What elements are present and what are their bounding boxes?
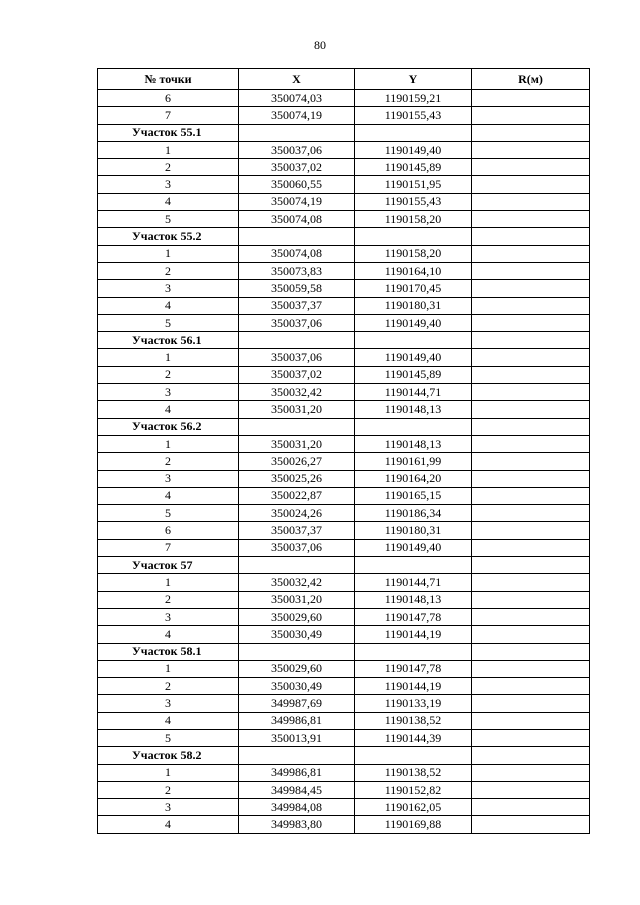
- table-header-row: [98, 69, 590, 90]
- cell-x: 350029,60: [239, 660, 355, 677]
- cell-x: 349986,81: [239, 712, 355, 729]
- empty-cell: [355, 747, 472, 764]
- cell-y: 1190155,43: [355, 193, 472, 210]
- cell-y: 1190162,05: [355, 799, 472, 816]
- cell-point-number: 2: [98, 781, 239, 798]
- section-row: [98, 228, 590, 245]
- cell-x: 350037,37: [239, 297, 355, 314]
- coordinates-table: [97, 68, 590, 834]
- section-title: Участок 55.2: [98, 228, 239, 245]
- cell-y: 1190169,88: [355, 816, 472, 833]
- cell-radius: [472, 90, 590, 107]
- cell-radius: [472, 107, 590, 124]
- cell-y: 1190186,34: [355, 505, 472, 522]
- cell-radius: [472, 453, 590, 470]
- cell-x: 350037,02: [239, 159, 355, 176]
- cell-x: 350029,60: [239, 608, 355, 625]
- cell-radius: [472, 349, 590, 366]
- cell-y: 1190155,43: [355, 107, 472, 124]
- section-title: Участок 58.1: [98, 643, 239, 660]
- header-x: X: [239, 69, 355, 90]
- empty-cell: [472, 228, 590, 245]
- empty-cell: [355, 332, 472, 349]
- section-row: [98, 124, 590, 141]
- table-row: [98, 297, 590, 314]
- cell-point-number: 5: [98, 505, 239, 522]
- cell-point-number: 6: [98, 522, 239, 539]
- section-row: [98, 643, 590, 660]
- cell-x: 349986,81: [239, 764, 355, 781]
- empty-cell: [239, 228, 355, 245]
- empty-cell: [239, 332, 355, 349]
- cell-point-number: 2: [98, 678, 239, 695]
- cell-radius: [472, 435, 590, 452]
- cell-y: 1190165,15: [355, 487, 472, 504]
- cell-y: 1190149,40: [355, 539, 472, 556]
- cell-y: 1190151,95: [355, 176, 472, 193]
- cell-x: 349983,80: [239, 816, 355, 833]
- cell-y: 1190148,13: [355, 435, 472, 452]
- cell-x: 350059,58: [239, 280, 355, 297]
- cell-y: 1190152,82: [355, 781, 472, 798]
- cell-x: 350026,27: [239, 453, 355, 470]
- cell-point-number: 3: [98, 384, 239, 401]
- table-body: [98, 90, 590, 834]
- cell-point-number: 4: [98, 626, 239, 643]
- cell-point-number: 3: [98, 799, 239, 816]
- section-title: Участок 55.1: [98, 124, 239, 141]
- cell-radius: [472, 141, 590, 158]
- cell-y: 1190170,45: [355, 280, 472, 297]
- cell-point-number: 2: [98, 159, 239, 176]
- cell-y: 1190164,10: [355, 262, 472, 279]
- cell-radius: [472, 193, 590, 210]
- cell-point-number: 4: [98, 816, 239, 833]
- cell-point-number: 3: [98, 470, 239, 487]
- cell-point-number: 4: [98, 487, 239, 504]
- table-row: [98, 729, 590, 746]
- empty-cell: [239, 747, 355, 764]
- cell-y: 1190148,13: [355, 591, 472, 608]
- section-title: Участок 56.1: [98, 332, 239, 349]
- table-row: [98, 280, 590, 297]
- cell-radius: [472, 314, 590, 331]
- header-point-number: № точки: [98, 69, 239, 90]
- empty-cell: [472, 332, 590, 349]
- cell-radius: [472, 695, 590, 712]
- cell-radius: [472, 626, 590, 643]
- empty-cell: [355, 124, 472, 141]
- table-row: [98, 159, 590, 176]
- empty-cell: [472, 124, 590, 141]
- cell-radius: [472, 505, 590, 522]
- cell-radius: [472, 678, 590, 695]
- cell-point-number: 4: [98, 297, 239, 314]
- cell-radius: [472, 280, 590, 297]
- cell-y: 1190149,40: [355, 141, 472, 158]
- cell-y: 1190145,89: [355, 366, 472, 383]
- section-title: Участок 56.2: [98, 418, 239, 435]
- table-row: [98, 384, 590, 401]
- cell-point-number: 5: [98, 729, 239, 746]
- cell-radius: [472, 712, 590, 729]
- section-title: Участок 57: [98, 557, 239, 574]
- cell-x: 350074,08: [239, 211, 355, 228]
- cell-radius: [472, 781, 590, 798]
- cell-radius: [472, 539, 590, 556]
- cell-point-number: 2: [98, 262, 239, 279]
- table-row: [98, 487, 590, 504]
- cell-radius: [472, 816, 590, 833]
- table-row: [98, 435, 590, 452]
- cell-x: 350032,42: [239, 574, 355, 591]
- table-row: [98, 453, 590, 470]
- cell-x: 350025,26: [239, 470, 355, 487]
- cell-radius: [472, 608, 590, 625]
- cell-point-number: 7: [98, 107, 239, 124]
- cell-point-number: 5: [98, 314, 239, 331]
- cell-point-number: 3: [98, 695, 239, 712]
- table-row: [98, 678, 590, 695]
- empty-cell: [472, 747, 590, 764]
- cell-x: 349987,69: [239, 695, 355, 712]
- cell-x: 350037,06: [239, 349, 355, 366]
- cell-x: 350037,06: [239, 539, 355, 556]
- cell-radius: [472, 764, 590, 781]
- cell-x: 349984,45: [239, 781, 355, 798]
- cell-x: 350074,03: [239, 90, 355, 107]
- cell-x: 350031,20: [239, 591, 355, 608]
- cell-radius: [472, 729, 590, 746]
- cell-point-number: 1: [98, 574, 239, 591]
- cell-point-number: 3: [98, 608, 239, 625]
- cell-radius: [472, 660, 590, 677]
- cell-y: 1190158,20: [355, 211, 472, 228]
- cell-x: 350030,49: [239, 626, 355, 643]
- section-row: [98, 332, 590, 349]
- table-row: [98, 176, 590, 193]
- cell-y: 1190180,31: [355, 522, 472, 539]
- cell-point-number: 3: [98, 176, 239, 193]
- empty-cell: [355, 643, 472, 660]
- cell-y: 1190180,31: [355, 297, 472, 314]
- table-row: [98, 505, 590, 522]
- cell-point-number: 1: [98, 435, 239, 452]
- table-row: [98, 522, 590, 539]
- page-number: 80: [314, 38, 326, 52]
- table-row: [98, 262, 590, 279]
- table-row: [98, 211, 590, 228]
- cell-point-number: 5: [98, 211, 239, 228]
- table-row: [98, 695, 590, 712]
- header-y: Y: [355, 69, 472, 90]
- empty-cell: [239, 124, 355, 141]
- cell-x: 350030,49: [239, 678, 355, 695]
- section-title: Участок 58.2: [98, 747, 239, 764]
- cell-y: 1190133,19: [355, 695, 472, 712]
- cell-y: 1190147,78: [355, 660, 472, 677]
- cell-radius: [472, 522, 590, 539]
- cell-x: 350037,06: [239, 314, 355, 331]
- cell-y: 1190158,20: [355, 245, 472, 262]
- cell-x: 350060,55: [239, 176, 355, 193]
- empty-cell: [472, 418, 590, 435]
- cell-y: 1190147,78: [355, 608, 472, 625]
- table-row: [98, 193, 590, 210]
- section-row: [98, 418, 590, 435]
- cell-x: 350073,83: [239, 262, 355, 279]
- table-row: [98, 712, 590, 729]
- cell-radius: [472, 401, 590, 418]
- cell-x: 350024,26: [239, 505, 355, 522]
- table-row: [98, 349, 590, 366]
- cell-y: 1190145,89: [355, 159, 472, 176]
- empty-cell: [355, 228, 472, 245]
- cell-y: 1190164,20: [355, 470, 472, 487]
- cell-x: 350032,42: [239, 384, 355, 401]
- empty-cell: [239, 557, 355, 574]
- cell-point-number: 1: [98, 660, 239, 677]
- cell-radius: [472, 211, 590, 228]
- cell-x: 350037,37: [239, 522, 355, 539]
- cell-x: 350074,19: [239, 193, 355, 210]
- empty-cell: [472, 643, 590, 660]
- cell-radius: [472, 159, 590, 176]
- empty-cell: [239, 643, 355, 660]
- cell-radius: [472, 366, 590, 383]
- table-row: [98, 314, 590, 331]
- cell-y: 1190144,19: [355, 626, 472, 643]
- cell-point-number: 4: [98, 712, 239, 729]
- cell-x: 350037,06: [239, 141, 355, 158]
- section-row: [98, 557, 590, 574]
- cell-radius: [472, 799, 590, 816]
- cell-point-number: 2: [98, 453, 239, 470]
- table-row: [98, 660, 590, 677]
- header-radius: R(м): [472, 69, 590, 90]
- table-row: [98, 366, 590, 383]
- table-row: [98, 245, 590, 262]
- cell-y: 1190144,39: [355, 729, 472, 746]
- table-row: [98, 470, 590, 487]
- cell-point-number: 1: [98, 245, 239, 262]
- table-row: [98, 539, 590, 556]
- cell-x: 350013,91: [239, 729, 355, 746]
- empty-cell: [355, 418, 472, 435]
- cell-point-number: 1: [98, 764, 239, 781]
- table-row: [98, 781, 590, 798]
- table-row: [98, 574, 590, 591]
- cell-y: 1190144,71: [355, 384, 472, 401]
- cell-point-number: 1: [98, 141, 239, 158]
- table-row: [98, 816, 590, 833]
- cell-y: 1190138,52: [355, 764, 472, 781]
- cell-radius: [472, 262, 590, 279]
- cell-x: 350022,87: [239, 487, 355, 504]
- cell-point-number: 3: [98, 280, 239, 297]
- cell-radius: [472, 487, 590, 504]
- empty-cell: [355, 557, 472, 574]
- empty-cell: [472, 557, 590, 574]
- cell-y: 1190148,13: [355, 401, 472, 418]
- cell-point-number: 6: [98, 90, 239, 107]
- cell-radius: [472, 297, 590, 314]
- cell-point-number: 7: [98, 539, 239, 556]
- cell-y: 1190161,99: [355, 453, 472, 470]
- cell-radius: [472, 574, 590, 591]
- cell-x: 350031,20: [239, 435, 355, 452]
- cell-point-number: 1: [98, 349, 239, 366]
- cell-y: 1190138,52: [355, 712, 472, 729]
- cell-x: 350074,19: [239, 107, 355, 124]
- table-row: [98, 764, 590, 781]
- table-row: [98, 141, 590, 158]
- cell-radius: [472, 245, 590, 262]
- cell-radius: [472, 384, 590, 401]
- cell-x: 350074,08: [239, 245, 355, 262]
- table-row: [98, 107, 590, 124]
- cell-x: 350037,02: [239, 366, 355, 383]
- cell-y: 1190149,40: [355, 349, 472, 366]
- section-row: [98, 747, 590, 764]
- cell-y: 1190144,71: [355, 574, 472, 591]
- cell-x: 350031,20: [239, 401, 355, 418]
- cell-point-number: 4: [98, 401, 239, 418]
- cell-y: 1190149,40: [355, 314, 472, 331]
- table-row: [98, 626, 590, 643]
- table-row: [98, 591, 590, 608]
- cell-point-number: 2: [98, 591, 239, 608]
- table-row: [98, 90, 590, 107]
- cell-radius: [472, 470, 590, 487]
- cell-radius: [472, 591, 590, 608]
- table-row: [98, 799, 590, 816]
- table-row: [98, 401, 590, 418]
- cell-y: 1190159,21: [355, 90, 472, 107]
- empty-cell: [239, 418, 355, 435]
- cell-y: 1190144,19: [355, 678, 472, 695]
- table-row: [98, 608, 590, 625]
- cell-radius: [472, 176, 590, 193]
- cell-point-number: 2: [98, 366, 239, 383]
- cell-x: 349984,08: [239, 799, 355, 816]
- cell-point-number: 4: [98, 193, 239, 210]
